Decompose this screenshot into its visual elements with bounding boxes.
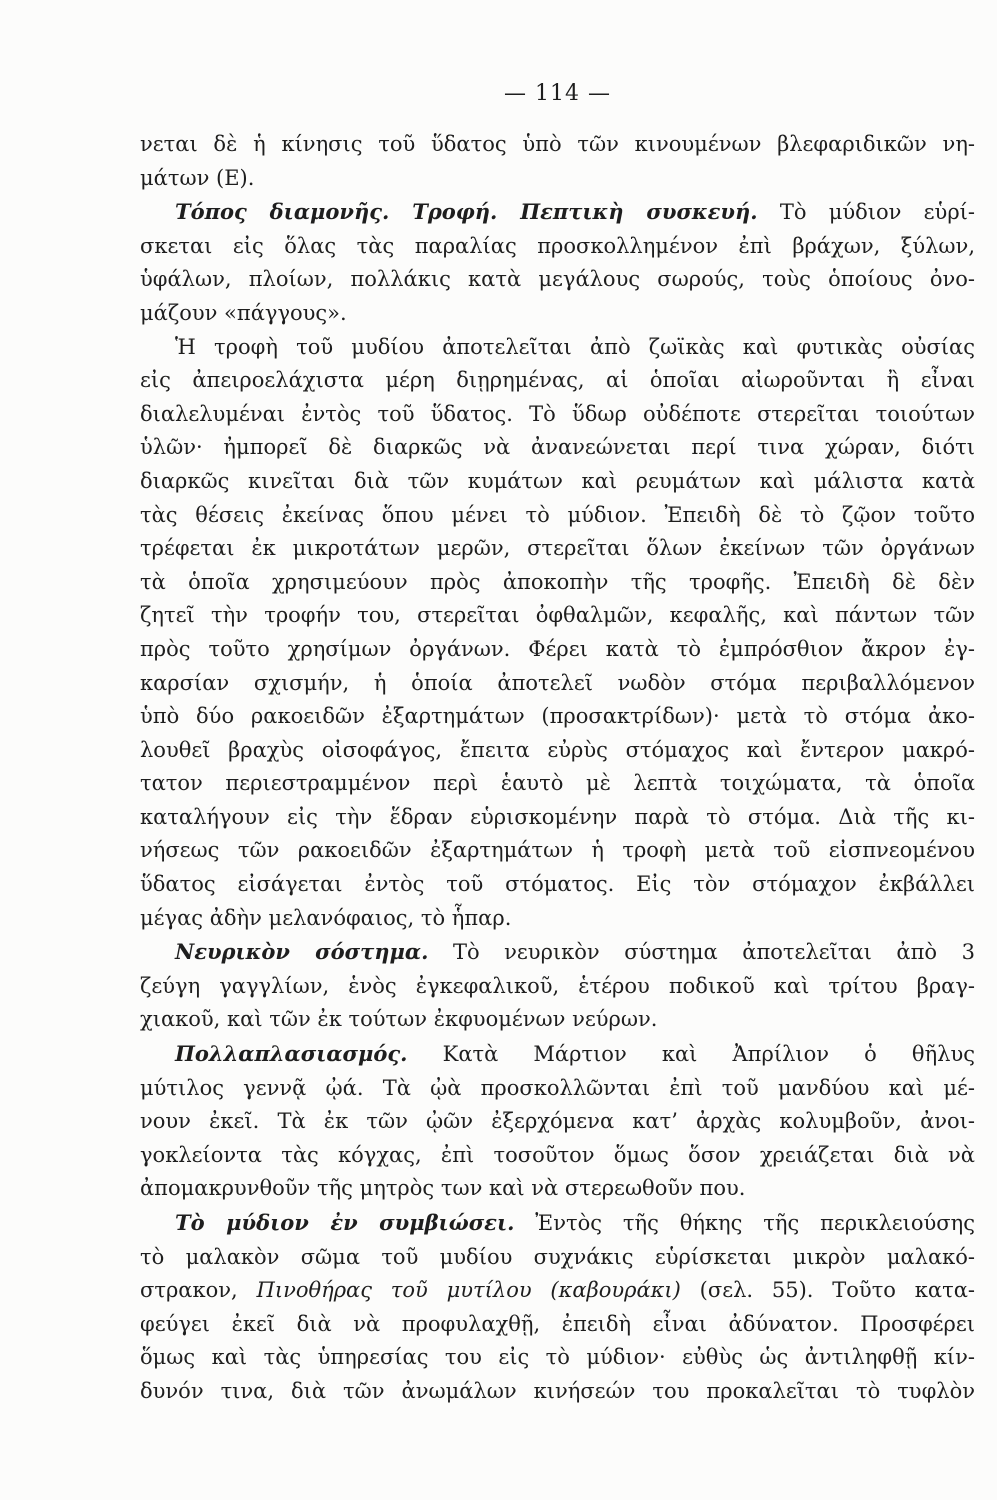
paragraph [140,331,975,936]
text-line: τὰ ὁποῖα χρησιμεύουν πρὸς ἀποκοπὴν τῆς τροφῆς. Ἐπειδὴ δὲ δὲν [140,569,975,594]
text-line: νήσεως τῶν ρακοειδῶν ἐξαρτημάτων ἡ τροφὴ μετὰ τοῦ εἰσπνεομένου [140,838,975,863]
text-line: καταλήγουν εἰς τὴν ἕδραν εὑρισκομένην παρὰ τὸ στόμα. Διὰ τῆς κι- [140,804,975,829]
line-text: Ἐντὸς τῆς θήκης τῆς περικλειούσης [535,1211,975,1235]
paragraph-heading: Νευρικὸν σόστημα. [175,939,429,965]
text-line: τὰς θέσεις ἐκείνας ὅπου μένει τὸ μύδιον. Ἐπειδὴ δὲ τὸ ζῷον τοῦτο [140,502,975,527]
text-line: νουν ἐκεῖ. Τὰ ἐκ τῶν ᾠῶν ἐξερχόμενα κατ’ ἀρχὰς κολυμβοῦν, ἀνοι- [140,1109,975,1134]
text-line: μάτων (Ε). [140,165,255,190]
text-line: δυνόν τινα, διὰ τῶν ἀνωμάλων κινήσεών του προκαλεῖται τὸ τυφλὸν [140,1378,975,1403]
line-text: (σελ. 55). Τοῦτο κατα- [699,1278,975,1303]
text-line [140,1274,975,1308]
paragraph-heading: Τὸ μύδιον ἐν συμβιώσει. [175,1210,515,1235]
page-number: — 114 — [504,81,611,106]
text-line: πρὸς τοῦτο χρησίμων ὀργάνων. Φέρει κατὰ τὸ ἐμπρόσθιον ἄκρον ἐγ- [140,636,975,661]
text-line: σκεται εἰς ὅλας τὰς παραλίας προσκολλημένον ἐπὶ βράχων, ξύλων, [140,233,975,258]
paragraph [140,195,975,330]
text-line: νεται δὲ ἡ κίνησις τοῦ ὕδατος ὑπὸ τῶν κινουμένων βλεφαριδικῶν νη- [140,132,975,156]
text-line: ὑλῶν· ἠμπορεῖ δὲ διαρκῶς νὰ ἀνανεώνεται περί τινα χώραν, διότι [140,435,975,460]
text-line: ζεύγη γαγγλίων, ἑνὸς ἐγκεφαλικοῦ, ἑτέρου ποδικοῦ καὶ τρίτου βραγ- [140,973,975,998]
line-text: Τὸ νευρικὸν σύστημα ἀποτελεῖται ἀπὸ 3 [452,940,975,965]
paragraph [140,1037,975,1206]
text-line: μάζουν «πάγγους». [140,300,347,325]
paragraph-heading: Πολλαπλασιασμός. [175,1041,408,1067]
species-name-italic: Πινοθήρας τοῦ μυτίλου (καβουράκι) [256,1278,681,1303]
paragraph-heading: Τόπος διαμονῆς. Τροφή. Πεπτικὴ συσκευή. [175,199,758,225]
text-line: τρέφεται ἐκ μικροτάτων μερῶν, στερεῖται ὅλων ἐκείνων τῶν ὀργάνων [140,536,975,561]
text-line: φεύγει ἐκεῖ διὰ νὰ προφυλαχθῇ, ἐπειδὴ εἶναι ἀδύνατον. Προσφέρει [140,1311,975,1336]
paragraph [140,128,975,195]
text-line: γοκλείοντα τὰς κόγχας, ἐπὶ τοσοῦτον ὅμως ὅσον χρειάζεται διὰ νὰ [140,1142,975,1167]
text-line: ζητεῖ τὴν τροφήν του, στερεῖται ὀφθαλμῶν, κεφαλῆς, καὶ πάντων τῶν [140,603,975,628]
text-line [140,935,975,970]
text-line: μύτιλος γεννᾷ ᾠά. Τὰ ᾠὰ προσκολλῶνται ἐπὶ τοῦ μανδύου καὶ μέ- [140,1075,975,1100]
text-line [140,1037,975,1072]
paragraph [140,1206,975,1409]
text-line: εἰς ἀπειροελάχιστα μέρη διῃρημένας, αἱ ὁποῖαι αἰωροῦνται ἢ εἶναι [140,368,975,393]
text-line: τὸ μαλακὸν σῶμα τοῦ μυδίου συχνάκις εὑρίσκεται μικρὸν μαλακό- [140,1244,975,1269]
text-line: Ἡ τροφὴ τοῦ μυδίου ἀποτελεῖται ἀπὸ ζωϊκὰς καὶ φυτικὰς οὐσίας [175,334,975,359]
text-line: διαρκῶς κινεῖται διὰ τῶν κυμάτων καὶ ρευμάτων καὶ μάλιστα κατὰ [140,468,975,493]
text-line: ὑπὸ δύο ρακοειδῶν ἐξαρτημάτων (προσακτρίδων)· μετὰ τὸ στόμα ἀκο- [140,704,975,729]
text-line: ὅμως καὶ τὰς ὑπηρεσίας του εἰς τὸ μύδιον· εὐθὺς ὡς ἀντιληφθῇ κίν- [140,1345,975,1370]
body-text [140,128,975,1409]
text-line [140,195,975,230]
text-line [140,1206,975,1241]
text-line: καρσίαν σχισμήν, ἡ ὁποία ἀποτελεῖ νωδὸν στόμα περιβαλλόμενον [140,670,975,695]
line-text: Κατὰ Μάρτιον καὶ Ἀπρίλιον ὁ θῆλυς [442,1042,975,1067]
text-line: ὕδατος εἰσάγεται ἐντὸς τοῦ στόματος. Εἰς τὸν στόμαχον ἐκβάλλει [140,872,975,897]
text-line: λουθεῖ βραχὺς οἰσοφάγος, ἔπειτα εὐρὺς στόμαχος καὶ ἔντερον μακρό- [140,737,975,762]
text-line: τατον περιεστραμμένον περὶ ἑαυτὸ μὲ λεπτὰ τοιχώματα, τὰ ὁποῖα [140,771,975,796]
paragraph [140,935,975,1037]
text-line: μέγας ἀδὴν μελανόφαιος, τὸ ἧπαρ. [140,905,512,930]
text-line: ἀπομακρυνθοῦν τῆς μητρὸς των καὶ νὰ στερεωθοῦν που. [140,1176,746,1201]
text-line: διαλελυμέναι ἐντὸς τοῦ ὕδατος. Τὸ ὕδωρ οὐδέποτε στερεῖται τοιούτων [140,401,975,426]
text-line: χιακοῦ, καὶ τῶν ἐκ τούτων ἐκφυομένων νεύρων. [140,1007,658,1032]
text-line: ὑφάλων, πλοίων, πολλάκις κατὰ μεγάλους σωρούς, τοὺς ὁποίους ὀνο- [140,267,975,292]
line-text: στρακον, [140,1278,238,1303]
line-text: Τὸ μύδιον εὑρί- [779,200,975,225]
